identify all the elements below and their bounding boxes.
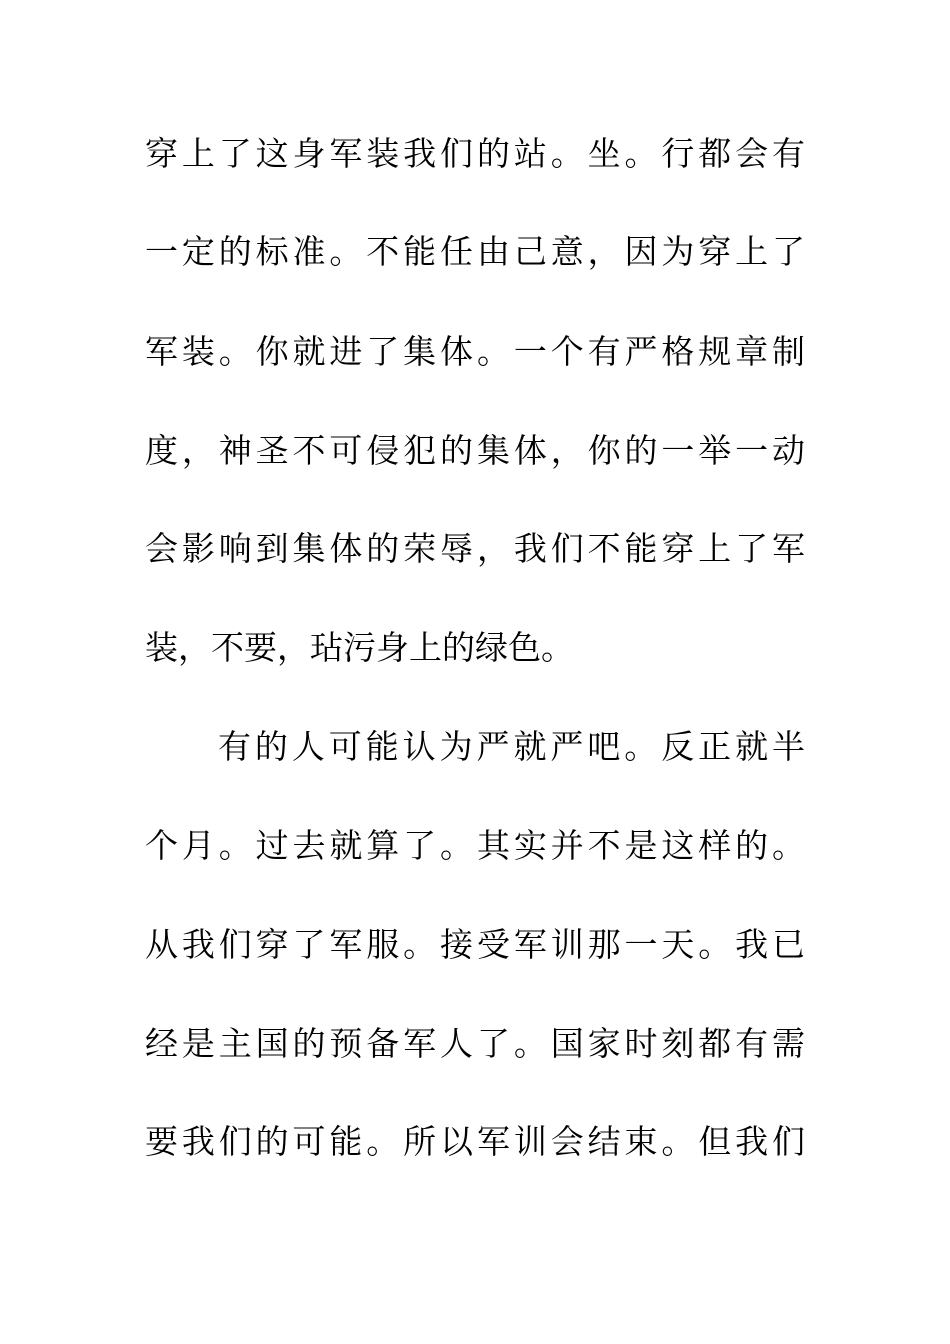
text-line: 有的人可能认为严就严吧。反正就半 [218, 727, 805, 766]
text-line: 个月。过去就算了。其实并不是这样的。 [145, 826, 805, 865]
text-line: 装，不要，玷污身上的绿色。 [145, 628, 574, 667]
text-line: 度，神圣不可侵犯的集体，你的一举一动 [145, 431, 805, 470]
text-line: 要我们的可能。所以军训会结束。但我们 [145, 1122, 805, 1161]
text-line: 从我们穿了军服。接受军训那一天。我已 [145, 925, 805, 964]
text-line: 穿上了这身军装我们的站。坐。行都会有 [145, 134, 805, 173]
text-line: 经是主国的预备军人了。国家时刻都有需 [145, 1024, 805, 1063]
text-line: 一定的标准。不能任由己意，因为穿上了 [145, 232, 805, 271]
text-line: 会影响到集体的荣辱，我们不能穿上了军 [145, 529, 805, 568]
text-line: 军装。你就进了集体。一个有严格规章制 [145, 332, 805, 371]
